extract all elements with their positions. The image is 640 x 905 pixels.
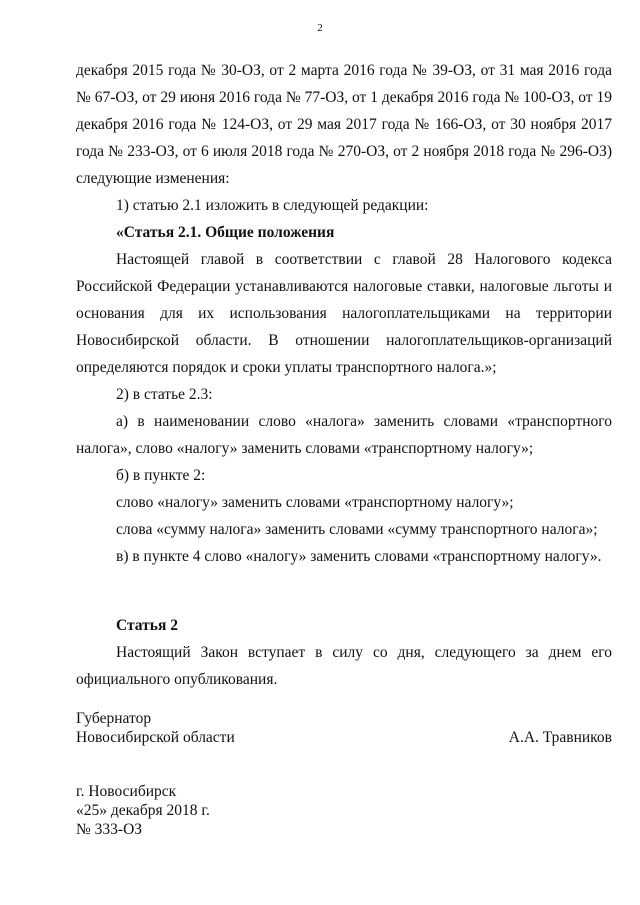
- page-number: 2: [317, 22, 323, 34]
- section-spacer: [76, 570, 612, 612]
- article-2-1-text: Настоящей главой в соответствии с главой 28 Налогового кодекса Российской Федерации устанавливаются налоговые ставки, налоговые льготы и основания для их использования налогоплательщиками на территории Новосибирской области. В отношении налогоплательщиков-организаций определяются порядок и сроки уплаты транспортного налога.»;: [76, 251, 612, 376]
- adoption-details: [76, 782, 210, 839]
- amendment-item-2b: б) в пункте 2:: [116, 467, 206, 484]
- article-2-heading: Статья 2: [116, 617, 178, 634]
- signature-block: [76, 709, 612, 747]
- law-number: № 333-ОЗ: [76, 821, 143, 838]
- adoption-date: «25» декабря 2018 г.: [76, 802, 210, 819]
- adoption-place: г. Новосибирск: [76, 783, 177, 800]
- signatory-position-line-2: Новосибирской области: [76, 729, 235, 746]
- amendment-item-2b-1: слово «налогу» заменить словами «транспортному налогу»;: [116, 494, 514, 511]
- signature-row: [76, 728, 612, 747]
- amendment-item-2b-2: слова «сумму налога» заменить словами «сумму транспортного налога»;: [116, 521, 598, 538]
- amendment-item-2: 2) в статье 2.3:: [116, 386, 213, 403]
- amendment-item-1: 1) статью 2.1 изложить в следующей редакции:: [116, 197, 429, 214]
- signatory-name: А.А. Травников: [508, 729, 612, 746]
- amendment-item-2c: в) в пункте 4 слово «налогу» заменить словами «транспортному налогу».: [116, 548, 602, 565]
- document-body: [76, 57, 612, 693]
- intro-paragraph: декабря 2015 года № 30-ОЗ, от 2 марта 2016 года № 39-ОЗ, от 31 мая 2016 года № 67-ОЗ, от 29 июня 2016 года № 77-ОЗ, от 1 декабря 2016 года № 100-ОЗ, от 19 декабря 2016 года № 124-ОЗ, от 29 мая 2017 года № 166-ОЗ, от 30 ноября 2017 года № 233-ОЗ, от 6 июля 2018 года № 270-ОЗ, от 2 ноября 2018 года № 296-ОЗ) следующие изменения:: [76, 62, 612, 187]
- article-2-text: Настоящий Закон вступает в силу со дня, следующего за днем его официального опубликования.: [76, 644, 612, 688]
- article-2-1-heading: «Статья 2.1. Общие положения: [116, 224, 335, 241]
- amendment-item-2a: а) в наименовании слово «налога» заменить словами «транспортного налога», слово «налогу» заменить словами «транспортному налогу»;: [76, 413, 612, 457]
- signatory-position-line-1: Губернатор: [76, 710, 152, 727]
